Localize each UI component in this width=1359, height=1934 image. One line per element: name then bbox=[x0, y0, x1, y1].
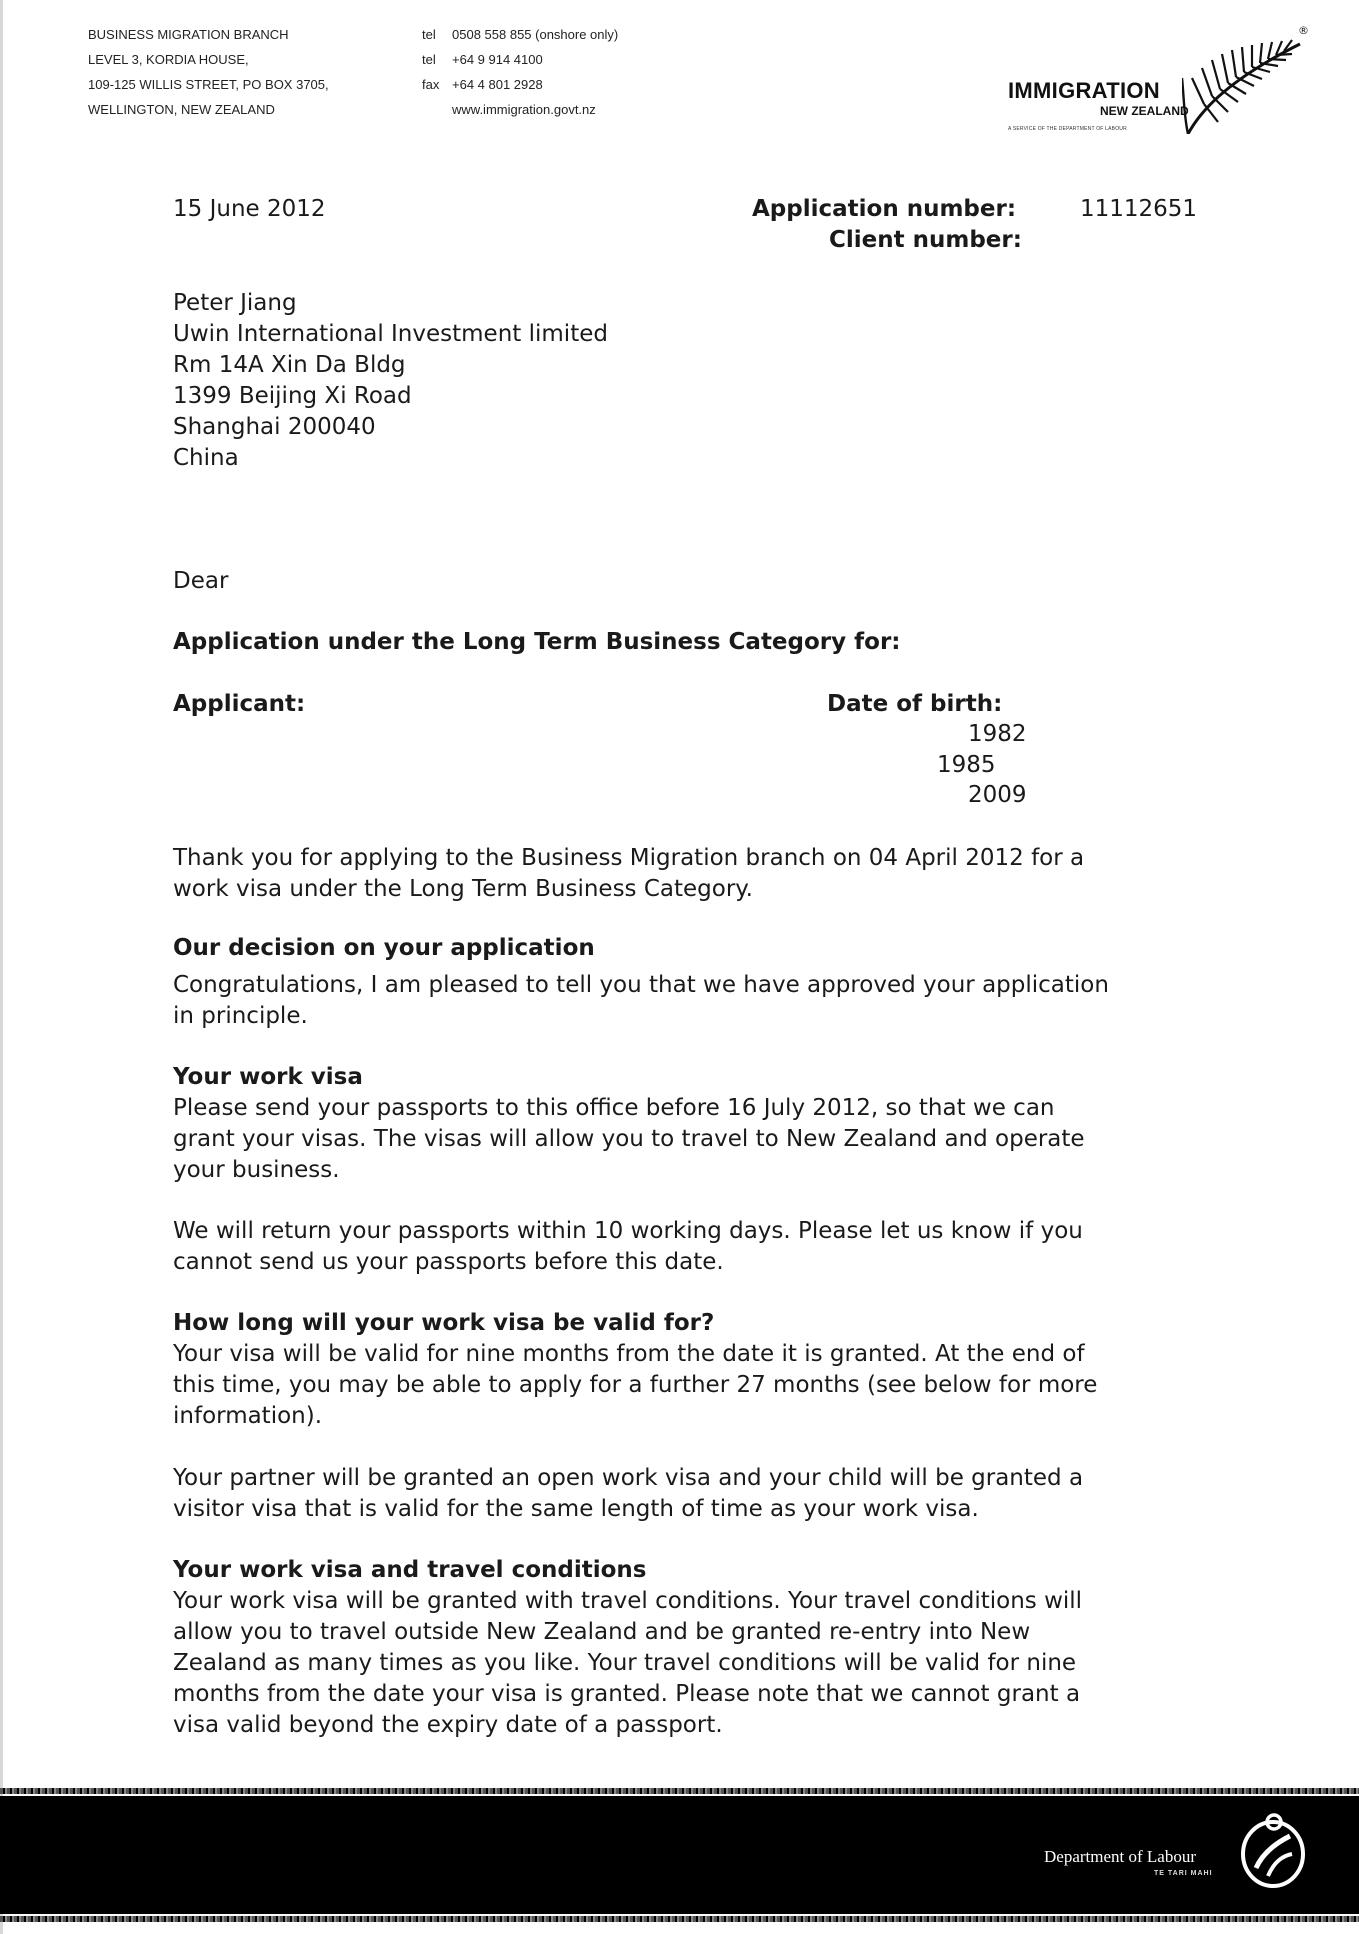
dob-value: 1982 bbox=[968, 721, 1027, 747]
recipient-line: Rm 14A Xin Da Bldg bbox=[173, 352, 406, 378]
branch-contacts bbox=[422, 22, 618, 122]
recipient-country: China bbox=[173, 445, 239, 471]
recipient-company: Uwin International Investment limited bbox=[173, 321, 608, 347]
travel-heading: Your work visa and travel conditions bbox=[173, 1557, 647, 1583]
dob-value: 2009 bbox=[968, 782, 1027, 808]
recipient-line: 1399 Beijing Xi Road bbox=[173, 383, 412, 409]
contact-tel: tel +64 9 914 4100 bbox=[422, 52, 543, 67]
dob-value: 1985 bbox=[937, 752, 996, 778]
partner-child-paragraph: Your partner will be granted an open work visa and your child will be granted a visitor visa that is valid for the same length of time as your work visa. bbox=[173, 1465, 1084, 1522]
contact-website: www.immigration.govt.nz bbox=[452, 102, 596, 117]
contact-tel-onshore: tel 0508 558 855 (onshore only) bbox=[422, 27, 619, 42]
dob-label: Date of birth: bbox=[827, 691, 1003, 717]
application-number: 11112651 bbox=[1080, 196, 1198, 222]
address-line: BUSINESS MIGRATION BRANCH bbox=[88, 27, 289, 42]
validity-paragraph: Your visa will be valid for nine months from the date it is granted. At the end of this time, you may be able to apply for a further 27 months (see below for more information). bbox=[173, 1341, 1098, 1429]
footer-band bbox=[0, 1796, 1359, 1914]
address-line: LEVEL 3, KORDIA HOUSE, bbox=[88, 52, 249, 67]
recipient-address bbox=[173, 288, 608, 474]
salutation: Dear bbox=[173, 568, 229, 594]
applicant-label: Applicant: bbox=[173, 691, 306, 717]
department-subtitle: TE TARI MAHI bbox=[1154, 1870, 1213, 1877]
decision-heading: Our decision on your application bbox=[173, 935, 595, 961]
registered-mark: ® bbox=[1298, 24, 1309, 37]
logo-title: IMMIGRATION bbox=[1008, 78, 1160, 103]
footer-bottom-stripe bbox=[0, 1916, 1359, 1922]
travel-paragraph: Your work visa will be granted with travel conditions. Your travel conditions will allow you to travel outside New Zealand and be granted re-entry into New Zealand as many times as you like. Your travel conditions will be valid for nine months from the date your visa is granted. Please note that we cannot grant a visa valid beyond the expiry date of a passport. bbox=[173, 1588, 1083, 1738]
client-number-label: Client number: bbox=[829, 227, 1022, 253]
department-of-labour-logo-icon bbox=[1238, 1810, 1308, 1890]
scan-edge bbox=[0, 0, 3, 1934]
address-line: 109-125 WILLIS STREET, PO BOX 3705, bbox=[88, 77, 329, 92]
contact-fax: fax +64 4 801 2928 bbox=[422, 77, 543, 92]
recipient-name: Peter Jiang bbox=[173, 290, 297, 316]
silver-fern-icon bbox=[1182, 38, 1306, 134]
address-line: WELLINGTON, NEW ZEALAND bbox=[88, 102, 275, 117]
branch-address bbox=[88, 22, 329, 122]
logo-subtitle: NEW ZEALAND bbox=[1100, 104, 1189, 118]
work-visa-paragraph: Please send your passports to this office before 16 July 2012, so that we can grant your visas. The visas will allow you to travel to New Zealand and operate your business. bbox=[173, 1095, 1085, 1183]
work-visa-heading: Your work visa bbox=[173, 1064, 363, 1090]
application-number-label: Application number: bbox=[752, 196, 1017, 222]
passport-return-paragraph: We will return your passports within 10 working days. Please let us know if you cannot send us your passports before this date. bbox=[173, 1218, 1083, 1275]
department-name: Department of Labour bbox=[1044, 1847, 1196, 1866]
intro-paragraph: Thank you for applying to the Business Migration branch on 04 April 2012 for a work visa under the Long Term Business Category. bbox=[173, 845, 1085, 902]
immigration-nz-logo bbox=[1008, 24, 1309, 148]
letter-date: 15 June 2012 bbox=[173, 196, 326, 222]
recipient-line: Shanghai 200040 bbox=[173, 414, 376, 440]
decision-paragraph: Congratulations, I am pleased to tell you that we have approved your application in principle. bbox=[173, 972, 1109, 1029]
validity-heading: How long will your work visa be valid for? bbox=[173, 1310, 715, 1336]
footer-top-stripe bbox=[0, 1788, 1359, 1794]
logo-tagline: A SERVICE OF THE DEPARTMENT OF LABOUR bbox=[1008, 126, 1127, 132]
subject-line: Application under the Long Term Business Category for: bbox=[173, 629, 901, 655]
